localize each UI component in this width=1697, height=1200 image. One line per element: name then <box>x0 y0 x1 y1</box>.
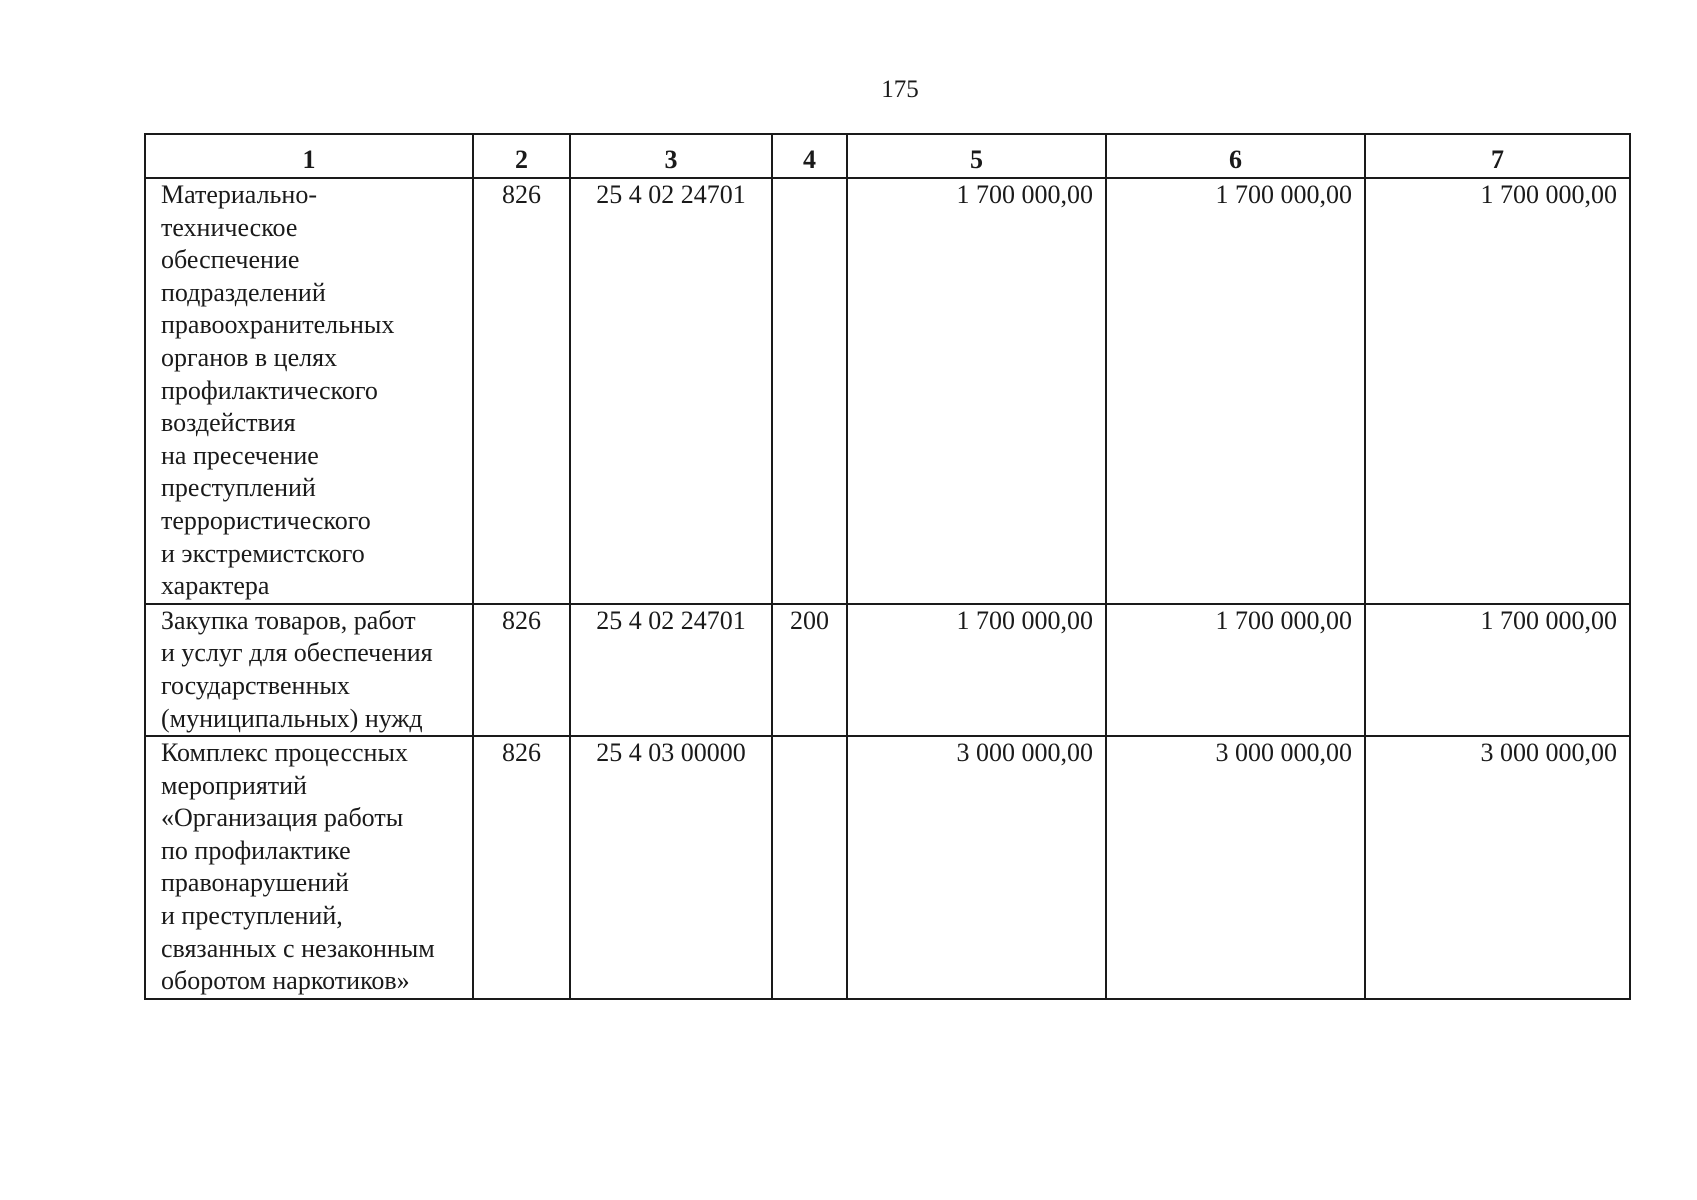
column-header-7: 7 <box>1365 134 1630 178</box>
amount-cell-7: 1 700 000,00 <box>1365 178 1630 604</box>
vr-cell <box>772 736 847 999</box>
amount-cell-5: 3 000 000,00 <box>847 736 1106 999</box>
row-name-cell: Материально- техническое обеспечение подразделений правоохранительных органов в целях профилактического воздействия на пресечение преступлений террористического и экстремистского характера <box>145 178 473 604</box>
amount-cell-6: 3 000 000,00 <box>1106 736 1365 999</box>
grbs-cell: 826 <box>473 604 570 736</box>
column-header-6: 6 <box>1106 134 1365 178</box>
grbs-cell: 826 <box>473 736 570 999</box>
budget-table <box>144 133 1631 1000</box>
page-number: 175 <box>881 76 919 103</box>
csr-cell: 25 4 02 24701 <box>570 178 772 604</box>
vr-cell <box>772 178 847 604</box>
table-row <box>145 736 1630 999</box>
amount-cell-7: 3 000 000,00 <box>1365 736 1630 999</box>
table-header-row <box>145 134 1630 178</box>
amount-cell-6: 1 700 000,00 <box>1106 178 1365 604</box>
row-name-cell: Комплекс процессных мероприятий «Организация работы по профилактике правонарушений и преступлений, связанных с незаконным оборотом наркотиков» <box>145 736 473 999</box>
column-header-3: 3 <box>570 134 772 178</box>
amount-cell-7: 1 700 000,00 <box>1365 604 1630 736</box>
csr-cell: 25 4 02 24701 <box>570 604 772 736</box>
table-row <box>145 604 1630 736</box>
amount-cell-5: 1 700 000,00 <box>847 604 1106 736</box>
csr-cell: 25 4 03 00000 <box>570 736 772 999</box>
amount-cell-5: 1 700 000,00 <box>847 178 1106 604</box>
table-row <box>145 178 1630 604</box>
column-header-2: 2 <box>473 134 570 178</box>
column-header-1: 1 <box>145 134 473 178</box>
amount-cell-6: 1 700 000,00 <box>1106 604 1365 736</box>
vr-cell: 200 <box>772 604 847 736</box>
column-header-4: 4 <box>772 134 847 178</box>
row-name-cell: Закупка товаров, работ и услуг для обеспечения государственных (муниципальных) нужд <box>145 604 473 736</box>
column-header-5: 5 <box>847 134 1106 178</box>
grbs-cell: 826 <box>473 178 570 604</box>
